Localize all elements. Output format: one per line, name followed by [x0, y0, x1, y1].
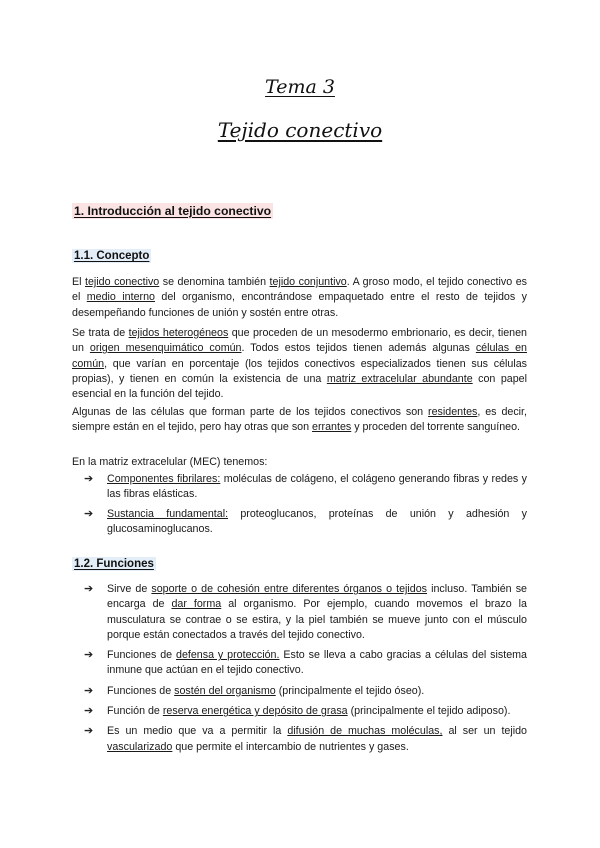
paragraph-block — [72, 326, 527, 402]
document-title: Tema 3 — [265, 76, 335, 98]
underlined-term: errantes — [312, 421, 352, 434]
underlined-term: soporte o de cohesión entre diferentes órganos o tejidos — [151, 583, 428, 595]
underlined-term: Componentes fibrilares: — [107, 473, 221, 485]
document-subtitle: Tejido conectivo — [217, 118, 383, 142]
underlined-term: origen mesenquimático común — [89, 342, 242, 355]
underlined-term: dar forma — [171, 598, 222, 611]
text-span: (principalmente el tejido óseo). — [275, 684, 425, 697]
list-item — [72, 724, 527, 755]
underlined-term: tejidos heterogéneos — [128, 327, 229, 339]
underlined-term: residentes — [428, 406, 478, 418]
paragraph-block — [72, 455, 527, 470]
text-span: con papel esencial en la función del tejido. — [72, 372, 528, 401]
list-item — [72, 648, 527, 679]
text-span: Se trata de — [72, 327, 129, 339]
text-span: proteoglucanos, proteínas de unión y adhesión y glucosaminoglucanos. — [107, 507, 527, 535]
text-span: . A groso modo, el tejido conectivo es el — [72, 276, 527, 304]
arrow-right-icon: ➔ — [84, 583, 94, 595]
mec-components-list — [72, 472, 527, 537]
list-item — [72, 472, 527, 503]
list-item — [72, 582, 527, 643]
paragraph-block — [72, 405, 527, 436]
paragraph-cells — [72, 405, 527, 436]
underlined-term: defensa y protección. — [176, 649, 280, 662]
text-span: y proceden del torrente sanguíneo. — [351, 421, 520, 434]
text-span: . Todos estos tejidos tienen además algunas — [241, 342, 476, 355]
underlined-term: medio interno — [86, 291, 155, 304]
functions-list — [72, 582, 527, 755]
text-span: que permite el intercambio de nutrientes y gases. — [172, 740, 409, 753]
text-span: Esto se lleva a cabo gracias a células del sistema inmune que actúan en el tejido conectivo. — [107, 649, 527, 677]
list-item — [72, 684, 527, 699]
paragraph-block — [72, 275, 527, 321]
underlined-term: matriz extracelular abundante — [326, 372, 473, 385]
underlined-term: sostén del organismo — [174, 684, 276, 697]
arrow-right-icon: ➔ — [84, 684, 94, 697]
underlined-term: Sustancia fundamental: — [107, 507, 229, 520]
underlined-term: tejido conjuntivo — [269, 276, 347, 288]
arrow-right-icon: ➔ — [84, 473, 94, 485]
subsection-heading-funciones: 1.2. Funciones — [74, 558, 154, 570]
text-span: , es decir, siempre están en el tejido, pero hay otras que son — [72, 406, 527, 434]
subsection-heading-concepto: 1.1. Concepto — [74, 250, 150, 262]
text-span: del organismo, encontrándose empaquetado entre el resto de tejidos y desempeñando funciones de unión y sostén entre otras. — [72, 291, 527, 319]
underlined-term: tejido conectivo — [85, 276, 160, 288]
paragraph-origin — [72, 326, 527, 402]
paragraph-definition — [72, 275, 527, 321]
text-span: al organismo. Por ejemplo, cuando movemos el brazo la musculatura se contrae o se estira, y la piel también se mueve junto con el músculo porque están conectados a través del tejido conectivo. — [107, 598, 527, 641]
arrow-right-icon: ➔ — [84, 649, 94, 662]
section-heading-introduccion: 1. Introducción al tejido conectivo — [74, 204, 272, 218]
text-span: Funciones de — [107, 684, 175, 697]
arrow-right-icon: ➔ — [84, 507, 94, 520]
text-span: incluso. También se encarga de — [107, 583, 527, 611]
underlined-term: difusión de muchas moléculas, — [287, 725, 443, 738]
arrow-right-icon: ➔ — [84, 725, 94, 738]
text-span: Función de — [107, 705, 163, 718]
underlined-term: reserva energética y depósito de grasa — [162, 705, 348, 718]
text-span: que proceden de un mesodermo embrionario, es decir, tienen un — [72, 327, 527, 355]
underlined-term: vascularizado — [107, 740, 173, 753]
paragraph-mec-intro: En la matriz extracelular (MEC) tenemos: — [72, 456, 268, 468]
text-span: Algunas de las células que forman parte de los tejidos conectivos son — [72, 406, 429, 418]
text-span: Funciones de — [107, 649, 176, 662]
list-item — [72, 507, 527, 538]
text-span: El — [72, 276, 86, 288]
text-span: al ser un tejido — [442, 725, 528, 738]
underlined-term: células en común — [72, 342, 527, 370]
arrow-right-icon: ➔ — [84, 705, 94, 718]
text-span: Sirve de — [107, 583, 152, 595]
text-span: (principalmente el tejido adiposo). — [347, 705, 511, 718]
list-item — [72, 704, 527, 719]
text-span: moléculas de colágeno, el colágeno generando fibras y redes y las fibras elásticas. — [107, 473, 527, 501]
text-span: se denomina también — [159, 276, 270, 288]
text-span: Es un medio que va a permitir la — [107, 725, 288, 738]
text-span: , que varían en porcentaje (los tejidos conectivos especializados tienen sus células propias), y tienen en común la existencia de una — [72, 357, 527, 385]
